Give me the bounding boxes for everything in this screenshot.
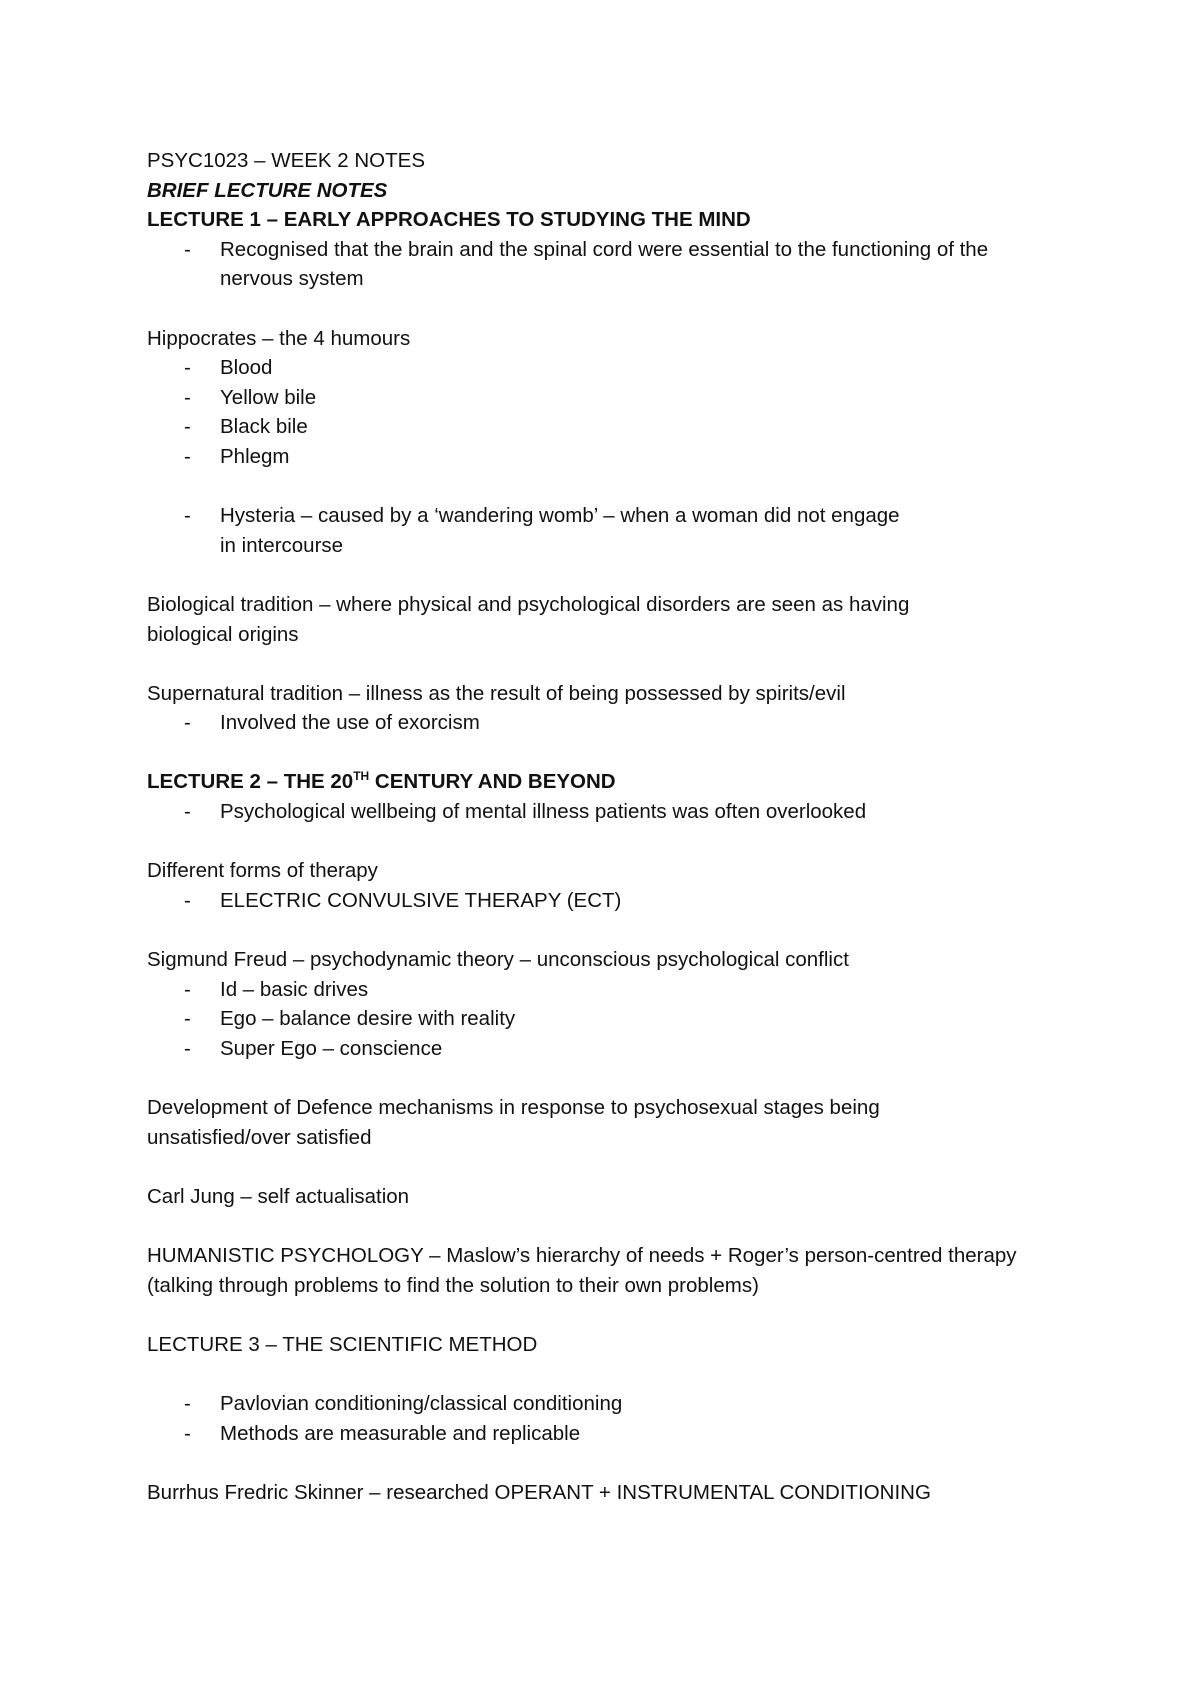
document-body: [147, 146, 1087, 1507]
lecture2-heading-post: CENTURY AND BEYOND: [369, 770, 616, 794]
lecture2-heading-pre: LECTURE 2 – THE 20: [147, 770, 354, 794]
lecture3-heading: LECTURE 3 – THE SCIENTIFIC METHOD: [147, 1332, 538, 1356]
list-item: - Pavlovian conditioning/classical conditioning: [147, 1389, 1087, 1419]
list-item: - Yellow bile: [147, 383, 1087, 413]
doc-title: PSYC1023 – WEEK 2 NOTES: [147, 149, 426, 172]
supernatural-list: [147, 708, 1087, 738]
jung-line: Carl Jung – self actualisation: [147, 1184, 410, 1208]
list-item: - Ego – balance desire with reality: [147, 1004, 1087, 1034]
list-item: - ELECTRIC CONVULSIVE THERAPY (ECT): [147, 886, 1087, 916]
lecture2-heading-sup: TH: [353, 769, 370, 784]
humours-list: [147, 353, 1087, 471]
list-item: - Phlegm: [147, 442, 1087, 472]
list-item: - Methods are measurable and replicable: [147, 1419, 1087, 1449]
freud-heading: Sigmund Freud – psychodynamic theory – unconscious psychological conflict: [147, 948, 849, 972]
supernatural-heading: Supernatural tradition – illness as the result of being possessed by spirits/evil: [147, 681, 846, 705]
hippocrates-heading: Hippocrates – the 4 humours: [147, 326, 411, 350]
hysteria-list: [147, 501, 1087, 560]
therapy-heading: Different forms of therapy: [147, 859, 378, 883]
list-item: - Black bile: [147, 412, 1087, 442]
list-item: - Blood: [147, 353, 1087, 383]
lecture3-list: [147, 1389, 1087, 1448]
freud-list: [147, 975, 1087, 1064]
list-item: - Psychological wellbeing of mental illness patients was often overlooked: [147, 797, 1087, 827]
list-item: - Involved the use of exorcism: [147, 708, 1087, 738]
lecture2-heading: [147, 767, 1087, 797]
biological-tradition: Biological tradition – where physical and psychological disorders are seen as having biological origins: [147, 592, 910, 646]
lecture2-list: [147, 797, 1087, 827]
defence-mechanisms: Development of Defence mechanisms in response to psychosexual stages being unsatisfied/over satisfied: [147, 1096, 880, 1149]
skinner-line: Burrhus Fredric Skinner – researched OPERANT + INSTRUMENTAL CONDITIONING: [147, 1480, 931, 1504]
humanistic-psychology: HUMANISTIC PSYCHOLOGY – Maslow’s hierarchy of needs + Roger’s person-centred therapy (talking through problems to find the solution to their own problems): [147, 1243, 1017, 1297]
lecture1-list: [147, 235, 1087, 294]
therapy-list: [147, 886, 1087, 916]
lecture1-heading: LECTURE 1 – EARLY APPROACHES TO STUDYING THE MIND: [147, 208, 751, 232]
doc-subtitle: BRIEF LECTURE NOTES: [147, 178, 388, 202]
list-item: - Super Ego – conscience: [147, 1034, 1087, 1064]
list-item: - Recognised that the brain and the spinal cord were essential to the functioning of the nervous system: [147, 235, 1000, 294]
list-item: - Hysteria – caused by a ‘wandering womb’ – when a woman did not engage in intercourse: [147, 501, 920, 560]
list-item: - Id – basic drives: [147, 975, 1087, 1005]
